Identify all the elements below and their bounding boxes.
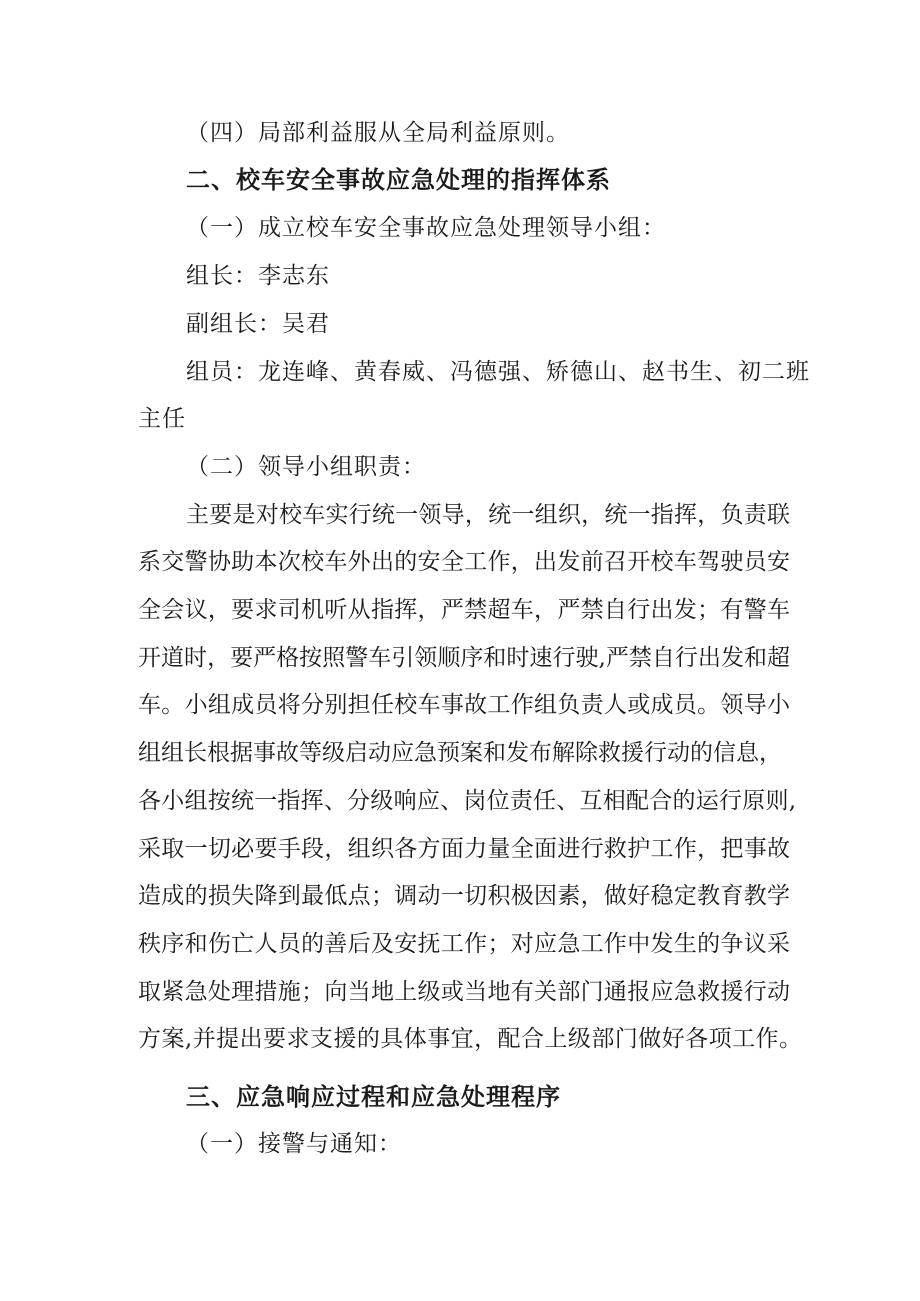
group-members-continued: 主任 — [138, 406, 186, 432]
duties-paragraph-line: 秩序和伤亡人员的善后及安抚工作；对应急工作中发生的争议采 — [138, 931, 790, 957]
duties-paragraph-line: 系交警协助本次校车外出的安全工作，出发前召开校车驾驶员安 — [138, 549, 790, 575]
section-three-heading: 三、应急响应过程和应急处理程序 — [186, 1083, 561, 1111]
group-members: 组员：龙连峰、黄春威、冯德强、矫德山、赵书生、初二班 — [186, 359, 810, 385]
duties-paragraph-line: 组组长根据事故等级启动应急预案和发布解除救援行动的信息， — [138, 740, 782, 766]
duties-paragraph-line: 采取一切必要手段，组织各方面力量全面进行救护工作，把事故 — [138, 836, 790, 862]
duties-paragraph-line: 车。小组成员将分别担任校车事故工作组负责人或成员。领导小 — [138, 692, 790, 718]
principle-four: （四）局部利益服从全局利益原则。 — [186, 120, 570, 146]
duties-paragraph-line: 全会议，要求司机听从指挥，严禁超车，严禁自行出发；有警车 — [138, 597, 790, 623]
duties-paragraph-line: 造成的损失降到最低点；调动一切积极因素，做好稳定教育教学 — [138, 883, 790, 909]
subsection-one-title: （一）成立校车安全事故应急处理领导小组： — [186, 215, 666, 241]
duties-paragraph-line: 开道时，要严格按照警车引领顺序和时速行驶,严禁自行出发和超 — [138, 645, 790, 671]
section-two-heading: 二、校车安全事故应急处理的指挥体系 — [186, 166, 611, 194]
duties-paragraph-line: 各小组按统一指挥、分级响应、岗位责任、互相配合的运行原则, — [138, 788, 796, 814]
group-leader: 组长：李志东 — [186, 263, 330, 289]
deputy-leader: 副组长：吴君 — [186, 311, 330, 337]
duties-paragraph-line: 主要是对校车实行统一领导，统一组织，统一指挥，负责联 — [186, 502, 790, 528]
subsection-alarm-title: （一）接警与通知： — [186, 1131, 402, 1157]
duties-paragraph-line: 方案,并提出要求支援的具体事宜，配合上级部门做好各项工作。 — [138, 1026, 802, 1052]
subsection-two-title: （二）领导小组职责： — [186, 454, 426, 480]
duties-paragraph-line: 取紧急处理措施；向当地上级或当地有关部门通报应急救援行动 — [138, 979, 790, 1005]
